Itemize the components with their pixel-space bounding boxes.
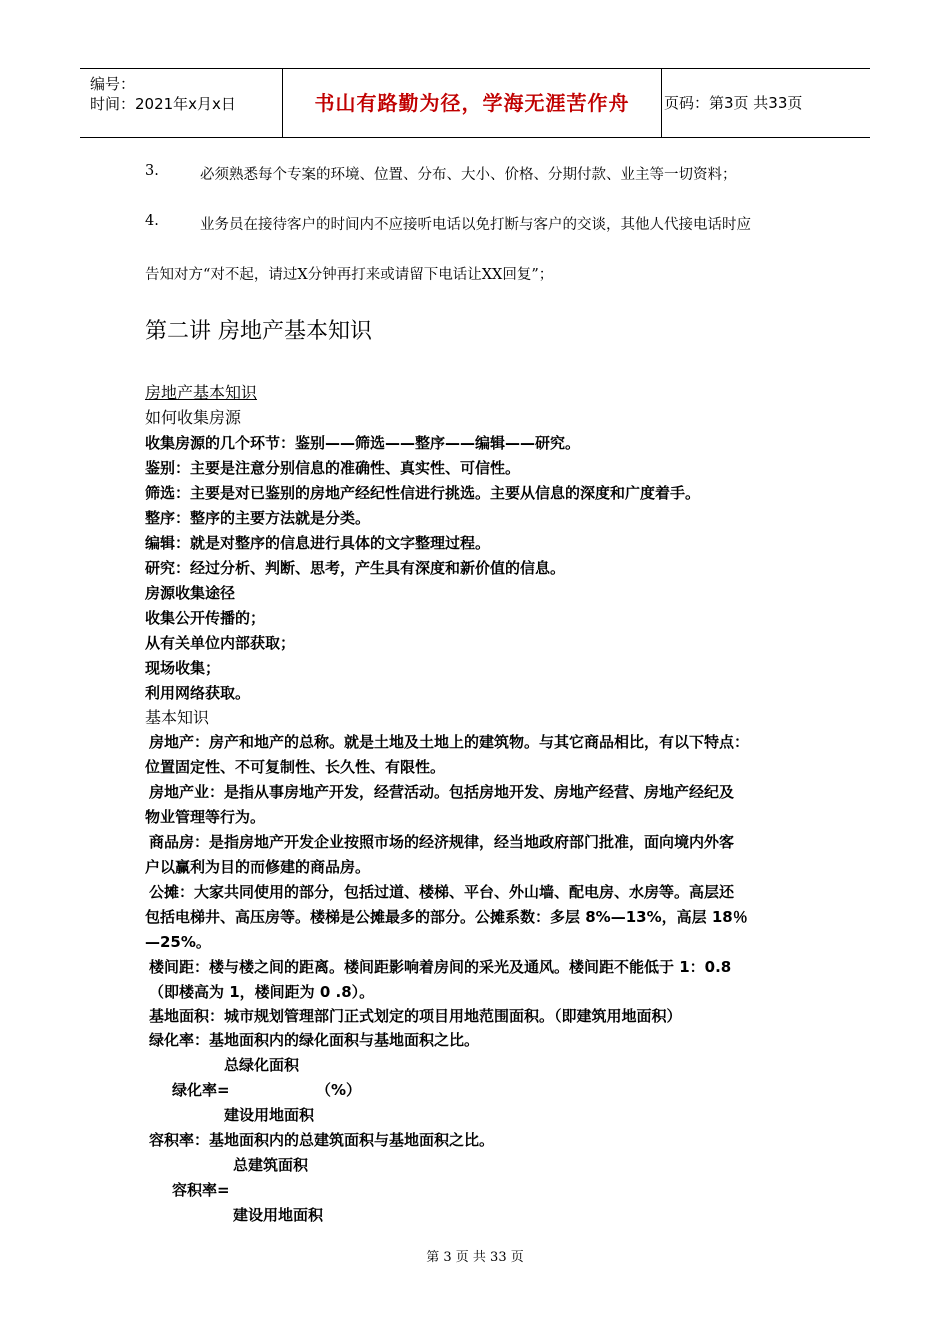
formula-green-denominator: 建设用地面积 [224, 1106, 315, 1124]
formula-green-label: 绿化率= [172, 1081, 230, 1099]
formula-green-numerator: 总绿化面积 [224, 1056, 300, 1074]
knowledge-line: （即楼高为 1，楼间距为 0 .8）。 [149, 983, 375, 1001]
formula-plot-numerator: 总建筑面积 [233, 1156, 309, 1174]
collect-line: 从有关单位内部获取； [145, 634, 296, 652]
knowledge-line: 公摊：大家共同使用的部分，包括过道、楼梯、平台、外山墙、配电房、水房等。高层还 [149, 883, 735, 901]
item-4-continuation: 告知对方“对不起，请过X分钟再打来或请留下电话让XX回复”； [145, 267, 554, 283]
header-page-number: 页码：第3页 共33页 [664, 94, 803, 112]
document-number-label: 编号： [90, 75, 136, 93]
formula-plot-denominator: 建设用地面积 [233, 1206, 324, 1224]
knowledge-line: 包括电梯井、高压房等。楼梯是公摊最多的部分。公摊系数：多层 8%—13%，高层 18％ [145, 908, 748, 926]
document-time-label: 时间：2021年x月x日 [90, 95, 236, 113]
collect-line: 研究：经过分析、判断、思考，产生具有深度和新价值的信息。 [145, 559, 566, 577]
knowledge-line: 物业管理等行为。 [145, 808, 266, 826]
section-link[interactable]: 房地产基本知识 [145, 383, 258, 402]
item-4-text: 业务员在接待客户的时间内不应接听电话以免打断与客户的交谈，其他人代接电话时应 [200, 217, 751, 233]
collect-line: 鉴别：主要是注意分别信息的准确性、真实性、可信性。 [145, 459, 521, 477]
knowledge-line: 商品房：是指房地产开发企业按照市场的经济规律，经当地政府部门批准，面向境内外客 [149, 833, 735, 851]
item-4-number: 4. [145, 213, 159, 229]
item-3-number: 3. [145, 163, 159, 179]
collect-line: 收集房源的几个环节：鉴别——筛选——整序——编辑——研究。 [145, 434, 581, 452]
header-motto: 书山有路勤为径，学海无涯苦作舟 [314, 91, 630, 115]
collect-line: 编辑：就是对整序的信息进行具体的文字整理过程。 [145, 534, 491, 552]
page-header [80, 68, 870, 138]
formula-plot-label: 容积率= [172, 1181, 230, 1199]
knowledge-line: 户以赢利为目的而修建的商品房。 [145, 858, 371, 876]
knowledge-line: 房地产：房产和地产的总称。就是土地及土地上的建筑物。与其它商品相比，有以下特点： [149, 733, 750, 751]
item-3-text: 必须熟悉每个专案的环境、位置、分布、大小、价格、分期付款、业主等一切资料； [200, 167, 737, 183]
plot-ratio-line: 容积率：基地面积内的总建筑面积与基地面积之比。 [149, 1131, 495, 1149]
knowledge-line: 绿化率：基地面积内的绿化面积与基地面积之比。 [149, 1031, 480, 1049]
collect-line: 筛选：主要是对已鉴别的房地产经纪性信进行挑选。主要从信息的深度和广度着手。 [145, 484, 701, 502]
collect-line: 房源收集途径 [145, 584, 236, 602]
knowledge-line: 房地产业：是指从事房地产开发，经营活动。包括房地开发、房地产经营、房地产经纪及 [149, 783, 735, 801]
header-divider-right [661, 69, 662, 137]
subhead-basic-knowledge: 基本知识 [145, 708, 210, 727]
knowledge-line: —25%。 [145, 933, 211, 951]
knowledge-line: 楼间距：楼与楼之间的距离。楼间距影响着房间的采光及通风。楼间距不能低于 1：0.8 [149, 958, 732, 976]
lecture-title: 第二讲 房地产基本知识 [145, 319, 372, 344]
formula-green-unit: （%） [316, 1081, 362, 1099]
collect-line: 收集公开传播的； [145, 609, 266, 627]
knowledge-line: 基地面积：城市规划管理部门正式划定的项目用地范围面积。（即建筑用地面积） [149, 1007, 682, 1025]
subhead-collect-sources: 如何收集房源 [145, 408, 242, 427]
knowledge-line: 位置固定性、不可复制性、长久性、有限性。 [145, 758, 446, 776]
collect-line: 现场收集； [145, 659, 221, 677]
collect-line: 整序：整序的主要方法就是分类。 [145, 509, 371, 527]
collect-line: 利用网络获取。 [145, 684, 251, 702]
page-footer: 第 3 页 共 33 页 [426, 1250, 524, 1265]
